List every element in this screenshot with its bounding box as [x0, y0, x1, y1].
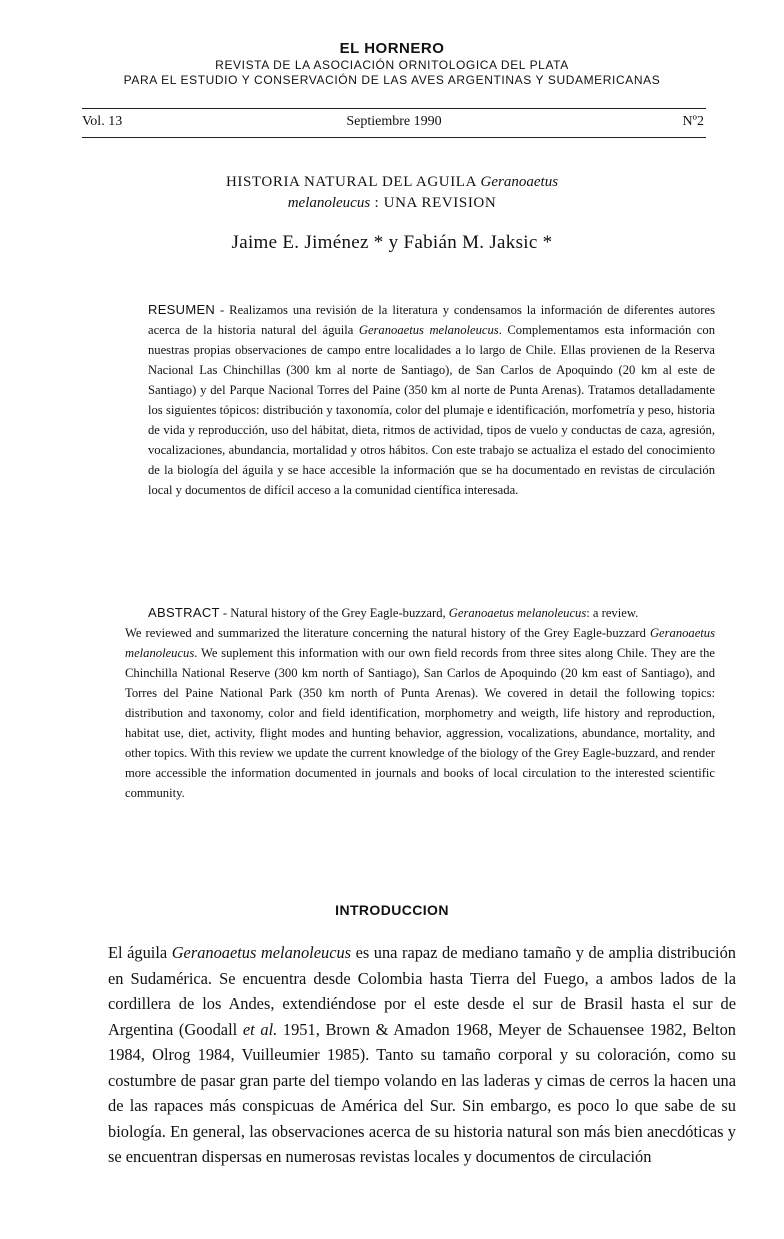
- section-heading-introduccion: INTRODUCCION: [335, 902, 449, 918]
- abstract-text: We reviewed and summarized the literature concerning the natural history of the Grey Eagle-buzzard: [125, 626, 650, 640]
- abstract-label: ABSTRACT: [148, 605, 220, 620]
- issue-number: Nº2: [682, 114, 704, 129]
- resumen-species: Geranoaetus melanoleucus: [358, 323, 499, 337]
- resumen-label: RESUMEN: [148, 302, 216, 317]
- intro-text: El águila: [108, 943, 172, 962]
- journal-title: EL HORNERO: [339, 40, 445, 57]
- abstract-title-suffix: : a review.: [586, 606, 639, 620]
- journal-header: [0, 40, 784, 88]
- intro-text-cont: es una rapaz de mediano tamaño y de amplia distribución en Sudamérica. Se encuentra desde Colombia hasta Tierra del Fuego, a ambos lados de la cordillera de los Andes, extendiéndose por el este desde el sur de Brasil hasta el sur de Argentina (Goodall: [108, 943, 736, 1039]
- introduccion-paragraph: [84, 940, 736, 1170]
- journal-subtitle: REVISTA DE LA ASOCIACIÓN ORNITOLOGICA DEL PLATA: [215, 58, 569, 72]
- issue-date: Septiembre 1990: [346, 114, 442, 129]
- article-title-species: melanoleucus: [287, 195, 371, 211]
- issue-volume: Vol. 13: [82, 114, 123, 129]
- article-title-text: HISTORIA NATURAL DEL AGUILA: [225, 174, 477, 190]
- article-title-genus: Geranoaetus: [480, 174, 559, 190]
- intro-etal: et al.: [242, 1019, 278, 1039]
- resumen-text-cont: . Complementamos esta información con nuestras propias observaciones de campo entre localidades a lo largo de Chile. Ellas provienen de la Reserva Nacional Las Chinchillas (300 km al norte de Santiago), de San Carlos de Apoquindo (20 km al este de Santiago) y del Parque Nacional Torres del Paine (350 km al norte de Punta Arenas). Tratamos detalladamente los siguientes tópicos: distribución y taxonomía, color del plumaje e identificación, morfometría y peso, historia de vida y reproducción, uso del hábitat, dieta, ritmos de actividad, tipos de vuelo y conductas de caza, agresión, vocalizaciones, abundancia, mortalidad y otros hábitos. Con este trabajo se actualiza el estado del conocimiento de la biología del águila y se hace accesible la información que se ha documentado en revistas de circulación local y documentos de difícil acceso a la comunidad científica interesada.: [148, 323, 715, 497]
- abstract-title-species: Geranoaetus melanoleucus: [448, 606, 587, 620]
- abstract-species: Geranoaetus melanoleucus: [125, 626, 715, 660]
- resumen-paragraph: [125, 300, 715, 500]
- article-title-suffix: : UNA REVISION: [374, 195, 497, 211]
- article-title: [0, 172, 784, 214]
- resumen-text: - Realizamos una revisión de la literatura y condensamos la información de diferentes autores acerca de la historia natural del águila: [148, 303, 715, 337]
- article-authors: Jaime E. Jiménez * y Fabián M. Jaksic *: [231, 232, 553, 253]
- abstract-text-cont: . We suplement this information with our own field records from three sites along Chile. They are the Chinchilla National Reserve (300 km north of Santiago), San Carlos de Apoquindo (20 km east of Santiago), and Torres del Paine National Park (350 km north of Punta Arenas). We covered in detail the following topics: distribution and taxonomy, color and field identification, morphometry and weigth, life history and reproduction, habitat use, diet, activity, flight modes and hunting behavior, aggression, vocalizations, abundance, mortality, and other topics. With this review we update the current knowledge of the biology of the Grey Eagle-buzzard, and render more accessible the information documented in journals and books of local circulation to the interested scientific community.: [125, 646, 715, 800]
- abstract-paragraph: [125, 603, 715, 803]
- abstract-title-text: - Natural history of the Grey Eagle-buzzard,: [219, 606, 449, 620]
- intro-text-end: 1951, Brown & Amadon 1968, Meyer de Schauensee 1982, Belton 1984, Olrog 1984, Vuilleumier 1985). Tanto su tamaño corporal y su coloración, como su costumbre de pasar gran parte del tiempo volando en las laderas y cimas de cerros la hacen una de las rapaces más conspicuas de América del Sur. Sin embargo, es poco lo que sabe de su biología. En general, las observaciones acerca de su historia natural son más bien anecdóticas y se encuentran dispersas en numerosas revistas locales y documentos de circulación: [108, 1019, 736, 1166]
- intro-species: Geranoaetus melanoleucus: [171, 943, 352, 962]
- issue-info-bar: [82, 108, 706, 138]
- journal-subtitle-2: PARA EL ESTUDIO Y CONSERVACIÓN DE LAS AVES ARGENTINAS Y SUDAMERICANAS: [123, 73, 661, 87]
